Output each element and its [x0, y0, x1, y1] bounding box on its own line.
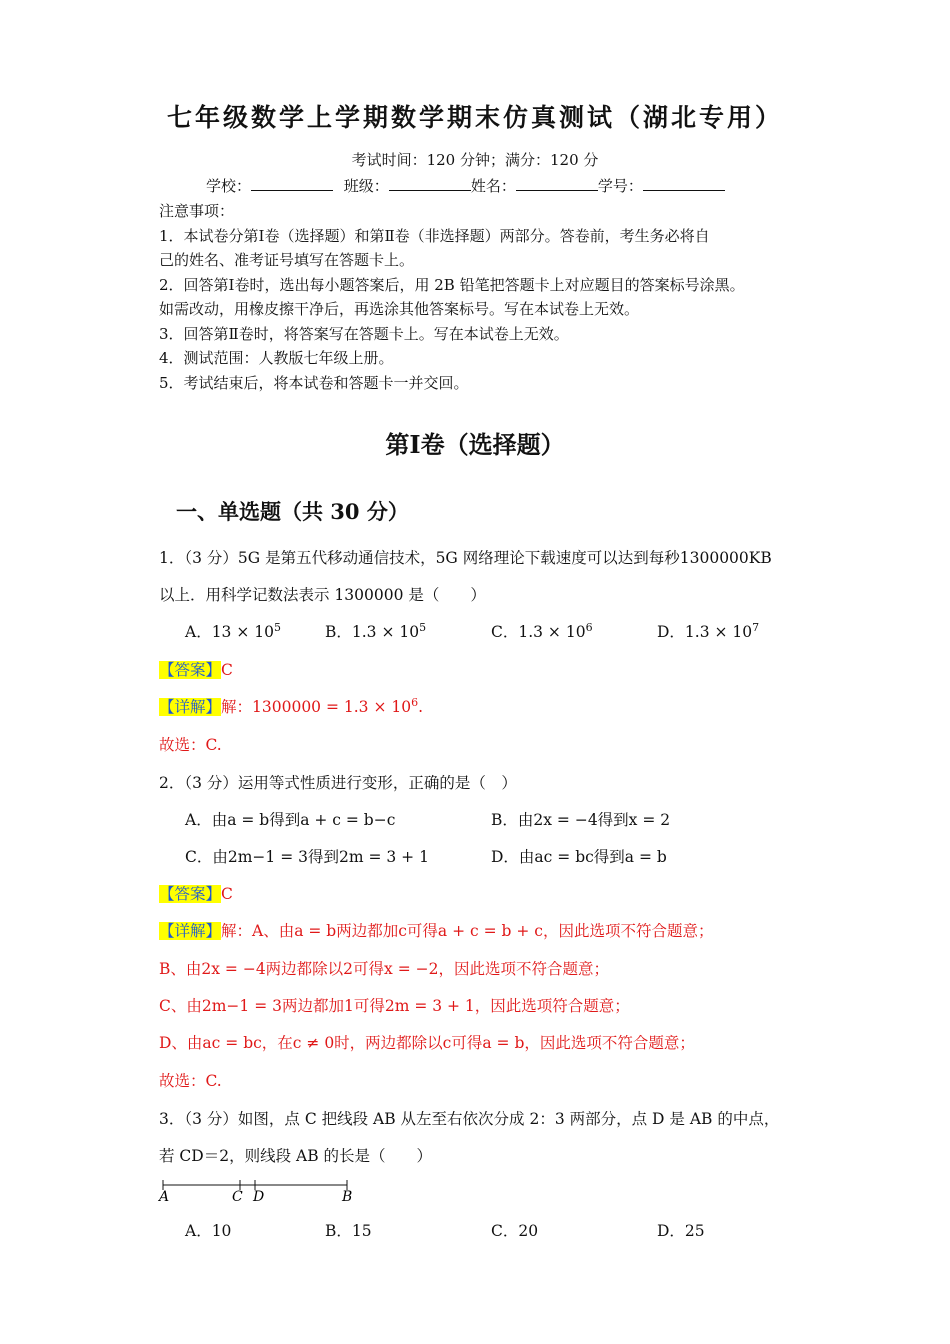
- q3-stem-line1: 3．（3 分）如图，点 C 把线段 AB 从左至右依次分成 2：3 两部分，点 D 是 AB 的中点，: [159, 1110, 780, 1128]
- q3-option-d[interactable]: D．25: [657, 1222, 705, 1240]
- q1-answer: 【答案】C: [159, 661, 233, 679]
- name-label: 姓名：: [470, 177, 516, 195]
- notice-line: 1．本试卷分第Ⅰ卷（选择题）和第Ⅱ卷（非选择题）两部分。答卷前，考生务必将自: [159, 227, 710, 245]
- school-blank[interactable]: [251, 176, 333, 191]
- q2-answer: 【答案】C: [159, 885, 233, 903]
- q2-option-d[interactable]: D．由ac = bc得到a = b: [491, 848, 667, 866]
- q2-option-a[interactable]: A．由a = b得到a + c = b−c: [185, 811, 396, 829]
- q2-explain: 【详解】解：A、由a = b两边都加c可得a + c = b + c，因此选项不符合题意；: [159, 922, 714, 940]
- q1-choose: 故选：C.: [159, 736, 222, 754]
- q1-option-d[interactable]: D．$1.3 \times 10^7$: [657, 621, 760, 641]
- notice-line: 2．回答第Ⅰ卷时，选出每小题答案后，用 2B 铅笔把答题卡上对应题目的答案标号涂黑。: [159, 276, 745, 294]
- notice-line: 4．测试范围：人教版七年级上册。: [159, 349, 394, 367]
- label-b: B: [342, 1189, 353, 1205]
- q2-option-b[interactable]: B．由2x = −4得到x = 2: [491, 811, 671, 829]
- school-label: 学校：: [206, 177, 252, 195]
- number-label: 学号：: [597, 177, 643, 195]
- notice-line: 如需改动，用橡皮擦干净后，再选涂其他答案标号。写在本试卷上无效。: [159, 300, 640, 318]
- q3-stem-line2: 若 CD＝2，则线段 AB 的长是（ ）: [159, 1147, 433, 1165]
- class-label: 班级：: [343, 177, 389, 195]
- notice-line: 3．回答第Ⅱ卷时，将答案写在答题卡上。写在本试卷上无效。: [159, 325, 569, 343]
- q3-option-a[interactable]: A．10: [185, 1222, 232, 1240]
- q2-explain-line: D、由ac = bc，在c ≠ 0时，两边都除以c可得a = b，因此选项不符合题意；: [159, 1034, 695, 1052]
- q3-option-c[interactable]: C．20: [491, 1222, 539, 1240]
- number-blank[interactable]: [643, 176, 725, 191]
- q2-choose: 故选：C.: [159, 1072, 222, 1090]
- q2-option-c[interactable]: C．由2m−1 = 3得到2m = 3 + 1: [185, 848, 429, 866]
- notice-title: 注意事项：: [159, 202, 235, 220]
- q1-stem-line1: 1．（3 分）5G 是第五代移动通信技术，5G 网络理论下载速度可以达到每秒1300000KB: [159, 549, 772, 567]
- section-title: 第Ⅰ卷（选择题）: [385, 430, 565, 459]
- class-blank[interactable]: [389, 176, 471, 191]
- q1-option-c[interactable]: C．$1.3 \times 10^6$: [491, 621, 593, 641]
- q2-stem: 2．（3 分）运用等式性质进行变形，正确的是（ ）: [159, 774, 517, 792]
- label-d: D: [253, 1189, 265, 1205]
- notice-line: 己的姓名、准考证号填写在答题卡上。: [159, 251, 415, 269]
- page-title: 七年级数学上学期数学期末仿真测试（湖北专用）: [166, 103, 783, 132]
- exam-info: 考试时间：120 分钟；满分：120 分: [351, 151, 599, 169]
- q3-option-b[interactable]: B．15: [325, 1222, 372, 1240]
- notice-line: 5．考试结束后，将本试卷和答题卡一并交回。: [159, 374, 469, 392]
- q2-explain-line: B、由2x = −4两边都除以2可得x = −2，因此选项不符合题意；: [159, 960, 609, 978]
- segment-figure: [155, 1176, 365, 1206]
- label-c: C: [232, 1189, 243, 1205]
- q2-explain-line: C、由2m−1 = 3两边都加1可得2m = 3 + 1，因此选项符合题意；: [159, 997, 630, 1015]
- label-a: A: [159, 1189, 170, 1205]
- q1-option-a[interactable]: A．$13 \times 10^5$: [185, 621, 281, 641]
- name-blank[interactable]: [516, 176, 598, 191]
- q1-explain: 【详解】解：$1300000 = 1.3 \times 10^6$.: [159, 696, 424, 716]
- part-title: 一、单选题（共 30 分）: [176, 499, 409, 524]
- q1-option-b[interactable]: B．$1.3 \times 10^5$: [325, 621, 427, 641]
- student-fields: [206, 175, 725, 196]
- q1-stem-line2: 以上．用科学记数法表示 1300000 是（ ）: [159, 586, 486, 604]
